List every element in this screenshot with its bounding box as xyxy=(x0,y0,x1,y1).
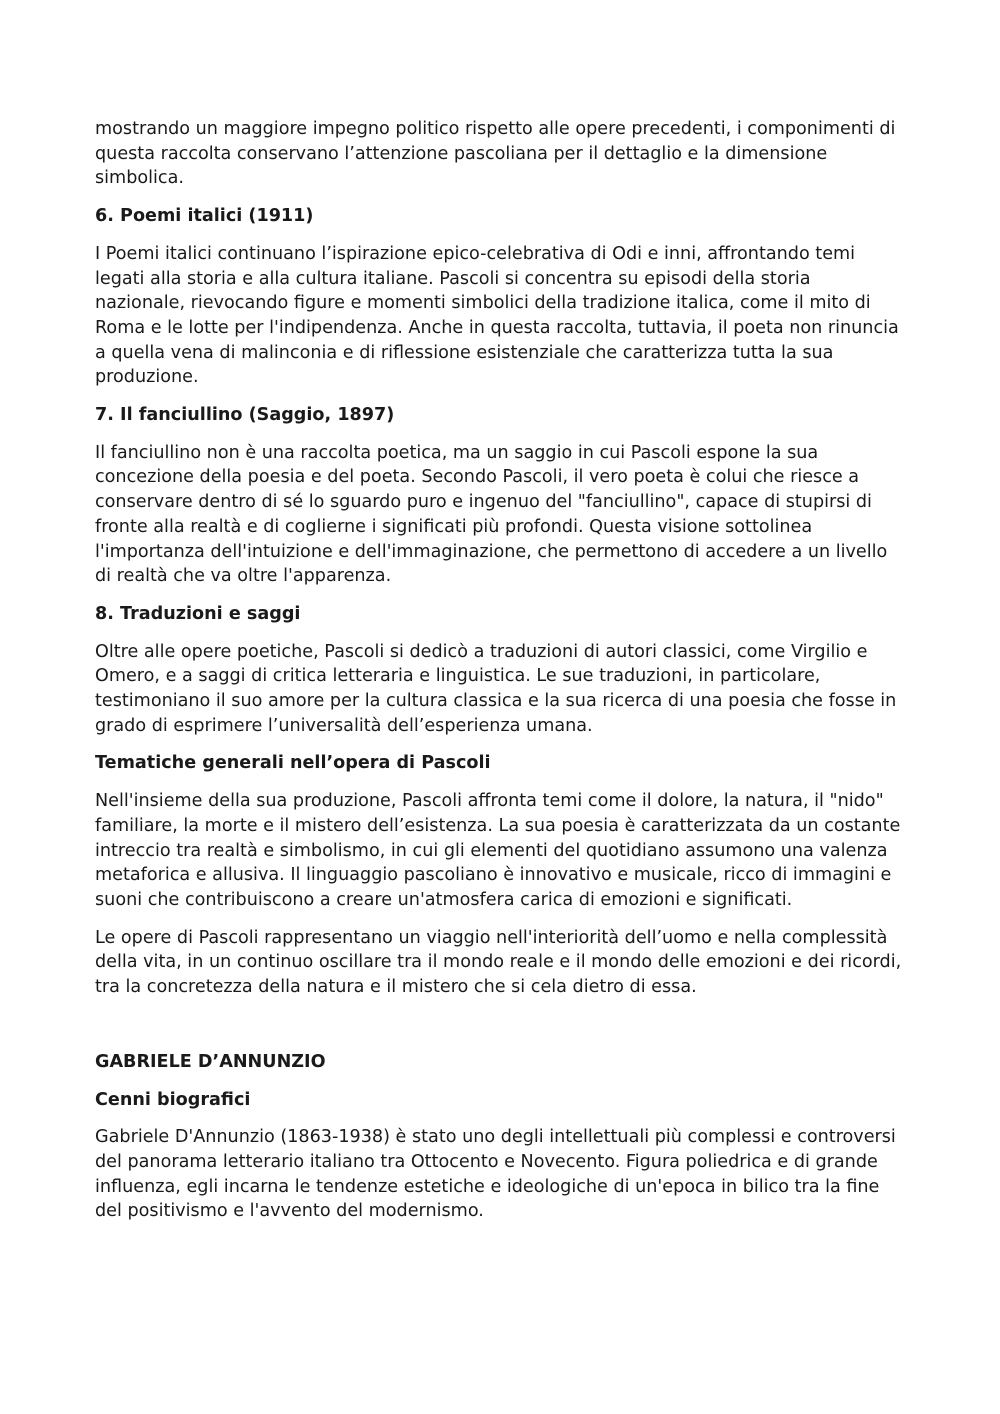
paragraph-tematiche-1: Nell'insieme della sua produzione, Pascoli affronta temi come il dolore, la natura, il "nido" familiare, la morte e il mistero dell’esistenza. La sua poesia è caratterizzata da un costante intreccio tra realtà e simbolismo, in cui gli elementi del quotidiano assumono una valenza metaforica e allusiva. Il linguaggio pascoliano è innovativo e musicale, ricco di immagini e suoni che contribuiscono a creare un'atmosfera carica di emozioni e significati. xyxy=(95,791,901,910)
heading-tematiche: Tematiche generali nell’opera di Pascoli xyxy=(95,753,491,774)
heading-poemi-italici: 6. Poemi italici (1911) xyxy=(95,206,314,227)
heading-fanciullino: 7. Il fanciullino (Saggio, 1897) xyxy=(95,405,395,426)
paragraph-traduzioni: Oltre alle opere poetiche, Pascoli si dedicò a traduzioni di autori classici, come Virgilio e Omero, e a saggi di critica letteraria e linguistica. Le sue traduzioni, in particolare, testimoniano il suo amore per la cultura classica e la sua ricerca di una poesia che fosse in grado di esprimere l’universalità dell’esperienza umana. xyxy=(95,641,897,736)
paragraph-cenni-biografici: Gabriele D'Annunzio (1863-1938) è stato uno degli intellettuali più complessi e controversi del panorama letterario italiano tra Ottocento e Novecento. Figura poliedrica e di grande influenza, egli incarna le tendenze estetiche e ideologiche di un'epoca in bilico tra la fine del positivismo e l'avvento del modernismo. xyxy=(95,1127,896,1222)
paragraph-fanciullino: Il fanciullino non è una raccolta poetica, ma un saggio in cui Pascoli espone la sua concezione della poesia e del poeta. Secondo Pascoli, il vero poeta è colui che riesce a conservare dentro di sé lo sguardo puro e ingenuo del "fanciullino", capace di stupirsi di fronte alla realtà e di coglierne i significati più profondi. Questa visione sottolinea l'importanza dell'intuizione e dell'immaginazione, che permettono di accedere a un livello di realtà che va oltre l'apparenza. xyxy=(95,442,888,587)
heading-cenni-biografici: Cenni biografici xyxy=(95,1089,251,1110)
paragraph-tematiche-2: Le opere di Pascoli rappresentano un viaggio nell'interiorità dell’uomo e nella complessità della vita, in un continuo oscillare tra il mondo reale e il mondo delle emozioni e dei ricordi, tra la concretezza della natura e il mistero che si cela dietro di essa. xyxy=(95,927,902,998)
heading-dannunzio: GABRIELE D’ANNUNZIO xyxy=(95,1051,326,1072)
section-spacer xyxy=(95,1013,905,1050)
paragraph-poemi-italici: I Poemi italici continuano l’ispirazione epico-celebrativa di Odi e inni, affrontando temi legati alla storia e alla cultura italiane. Pascoli si concentra su episodi della storia nazionale, rievocando figure e momenti simbolici della tradizione italica, come il mito di Roma e le lotte per l'indipendenza. Anche in questa raccolta, tuttavia, il poeta non rinuncia a quella vena di malinconia e di riflessione esistenziale che caratterizza tutta la sua produzione. xyxy=(95,243,899,388)
heading-traduzioni: 8. Traduzioni e saggi xyxy=(95,603,301,624)
document-page xyxy=(95,117,905,1237)
paragraph-odi-conclusion: mostrando un maggiore impegno politico rispetto alle opere precedenti, i componimenti di questa raccolta conservano l’attenzione pascoliana per il dettaglio e la dimensione simbolica. xyxy=(95,119,896,189)
